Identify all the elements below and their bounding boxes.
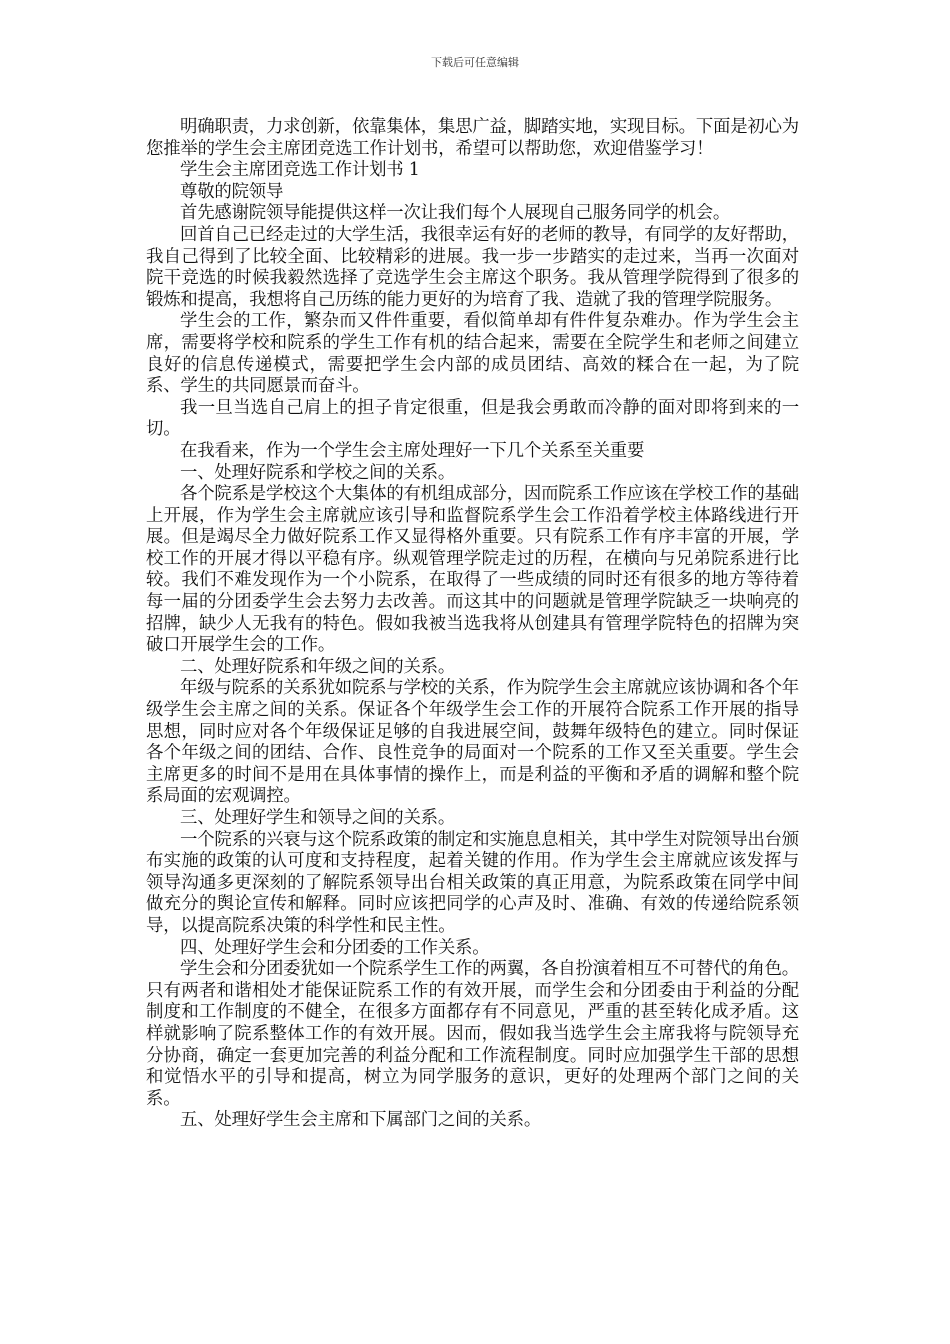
body-paragraph: 一个院系的兴衰与这个院系政策的制定和实施息息相关，其中学生对院领导出台颁布实施的政策的认可度和支持程度，起着关键的作用。作为学生会主席就应该发挥与领导沟通多更深刻的了解院系领导出台相关政策的真正用意，为院系政策在同学中间做充分的舆论宣传和解释。同时应该把同学的心声及时、准确、有效的传递给院系领导，以提高院系决策的科学性和民主性。 (146, 829, 799, 936)
body-paragraph: 首先感谢院领导能提供这样一次让我们每个人展现自己服务同学的机会。 (180, 203, 731, 224)
document-body (146, 117, 799, 1132)
page-header-note: 下载后可任意编辑 (431, 56, 519, 69)
intro-paragraph: 明确职责，力求创新，依靠集体，集思广益，脚踏实地，实现目标。下面是初心为您推举的学生会主席团竞选工作计划书，希望可以帮助您，欢迎借鉴学习！ (146, 117, 799, 159)
body-paragraph: 各个院系是学校这个大集体的有机组成部分，因而院系工作应该在学校工作的基础上开展，作为学生会主席就应该引导和监督院系学生会工作沿着学校主体路线进行开展。但是竭尽全力做好院系工作又显得格外重要。只有院系工作有序丰富的开展，学校工作的开展才得以平稳有序。纵观管理学院走过的历程，在横向与兄弟院系进行比较。我们不难发现作为一个小院系，在取得了一些成绩的同时还有很多的地方等待着每一届的分团委学生会去努力去改善。而这其中的问题就是管理学院缺乏一块响亮的招牌，缺少人无我有的特色。假如我被当选我将从创建具有管理学院特色的招牌为突破口开展学生会的工作。 (146, 484, 799, 656)
section-heading: 一、处理好院系和学校之间的关系。 (180, 462, 456, 483)
body-paragraph: 我一旦当选自己肩上的担子肯定很重，但是我会勇敢而冷静的面对即将到来的一切。 (146, 397, 799, 440)
body-paragraph: 在我看来，作为一个学生会主席处理好一下几个关系至关重要 (180, 440, 645, 461)
section-heading: 二、处理好院系和年级之间的关系。 (180, 656, 456, 677)
body-paragraph: 回首自己已经走过的大学生活，我很幸运有好的老师的教导，有同学的友好帮助，我自己得到了比较全面、比较精彩的进展。我一步一步踏实的走过来，当再一次面对院干竞选的时候我毅然选择了竞选学生会主席这个职务。我从管理学院得到了很多的锻炼和提高，我想将自己历练的能力更好的为培育了我、造就了我的管理学院服务。 (146, 224, 799, 310)
section-heading: 四、处理好学生会和分团委的工作关系。 (180, 937, 490, 958)
salutation: 尊敬的院领导 (180, 181, 284, 202)
section-heading: 三、处理好学生和领导之间的关系。 (180, 808, 456, 828)
body-paragraph: 学生会的工作，繁杂而又件件重要，看似简单却有件件复杂难办。作为学生会主席，需要将学校和院系的学生工作有机的结合起来，需要在全院学生和老师之间建立良好的信息传递模式，需要把学生会内部的成员团结、高效的糅合在一起，为了院系、学生的共同愿景而奋斗。 (146, 311, 799, 397)
body-paragraph: 学生会和分团委犹如一个院系学生工作的两翼，各自扮演着相互不可替代的角色。只有两者和谐相处才能保证院系工作的有效开展，而学生会和分团委由于利益的分配制度和工作制度的不健全，在很多方面都存有不同意见，严重的甚至转化成矛盾。这样就影响了院系整体工作的有效开展。因而，假如我当选学生会主席我将与院领导充分协商，确定一套更加完善的利益分配和工作流程制度。同时应加强学生干部的思想和觉悟水平的引导和提高，树立为同学服务的意识，更好的处理两个部门之间的关系。 (146, 959, 799, 1109)
document-title: 学生会主席团竞选工作计划书 1 (180, 160, 420, 181)
body-paragraph: 年级与院系的关系犹如院系与学校的关系，作为院学生会主席就应该协调和各个年级学生会主席之间的关系。保证各个年级学生会工作的开展符合院系工作开展的指导思想，同时应对各个年级保证足够的自我进展空间，鼓舞年级特色的建立。同时保证各个年级之间的团结、合作、良性竞争的局面对一个院系的工作又至关重要。学生会主席更多的时间不是用在具体事情的操作上，而是利益的平衡和矛盾的调解和整个院系局面的宏观调控。 (146, 678, 799, 807)
section-heading: 五、处理好学生会主席和下属部门之间的关系。 (180, 1110, 542, 1131)
